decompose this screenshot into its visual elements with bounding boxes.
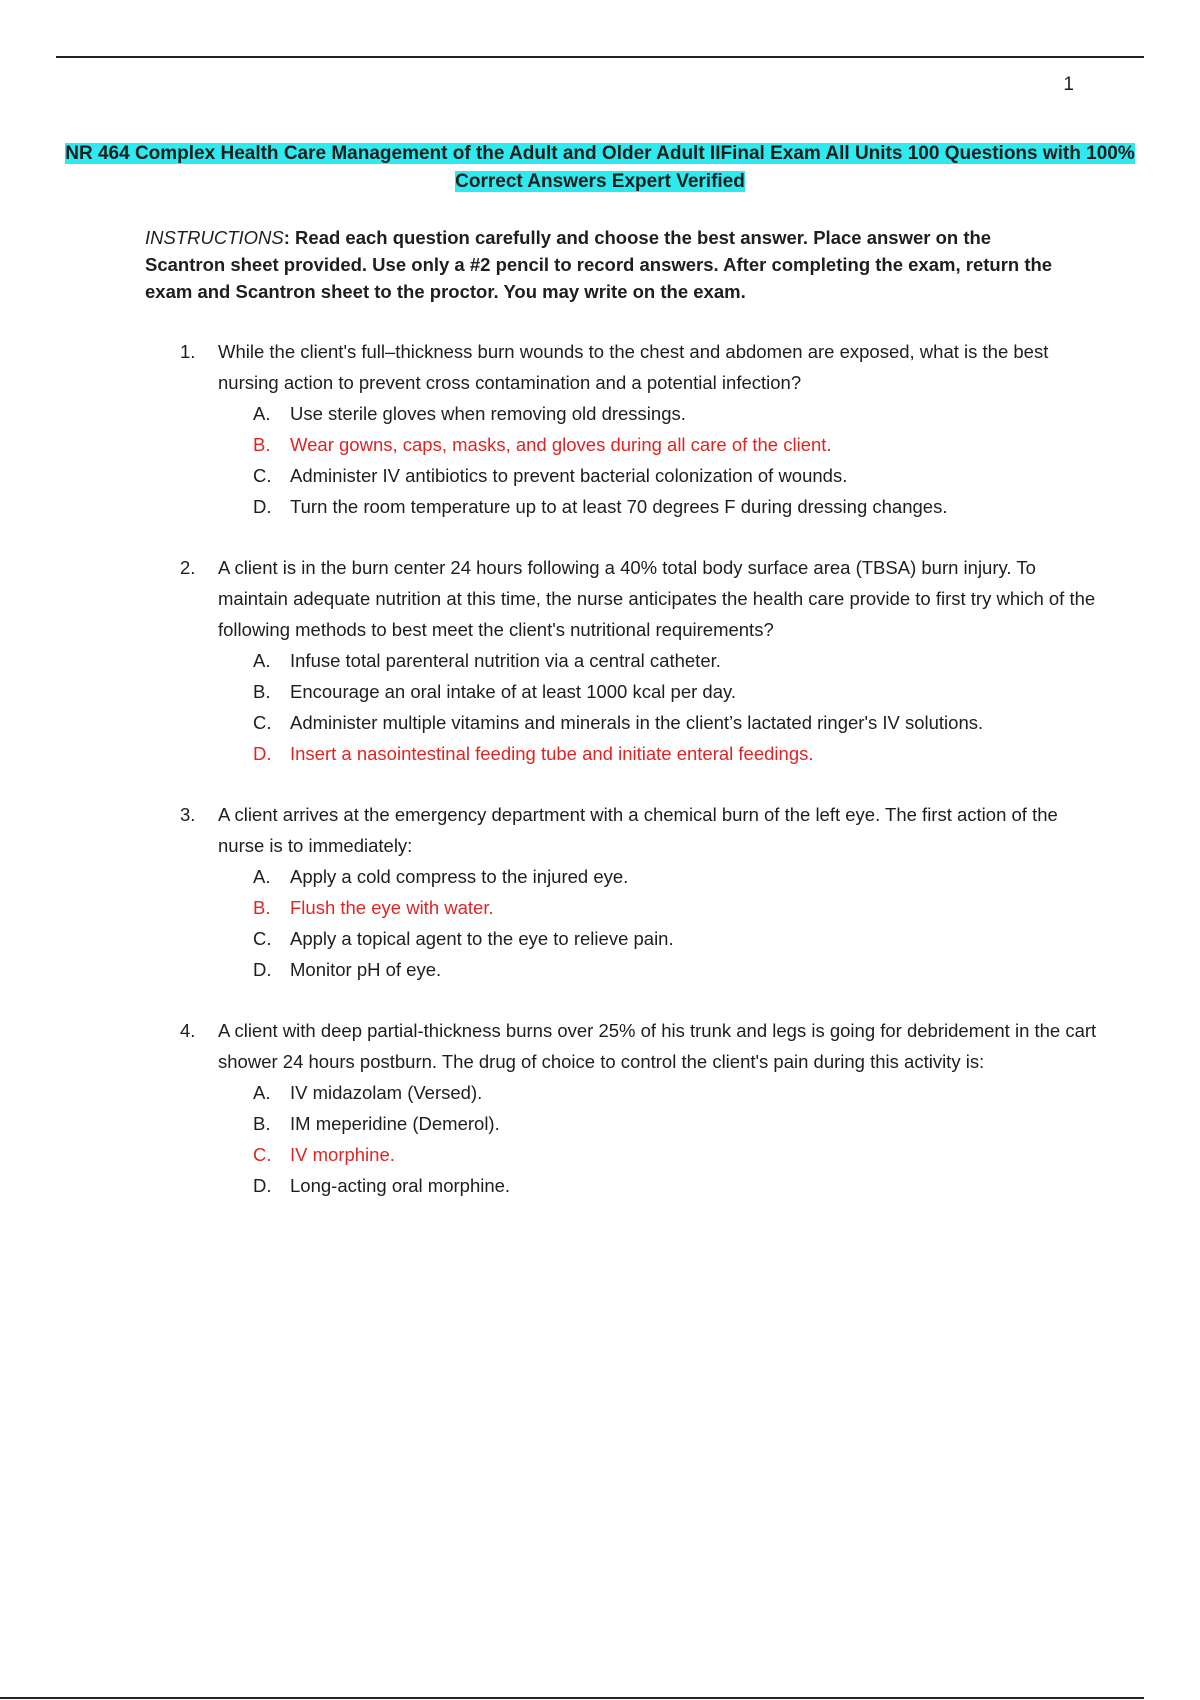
option-text: Apply a cold compress to the injured eye. bbox=[290, 866, 629, 887]
question-1 bbox=[180, 336, 1100, 522]
option-letter: C. bbox=[253, 712, 272, 733]
question-number: 4. bbox=[180, 1020, 196, 1041]
answer-option-b bbox=[253, 676, 1100, 707]
answer-option-d-correct bbox=[253, 738, 1100, 769]
answer-option-b bbox=[253, 1108, 1100, 1139]
question-text: A client arrives at the emergency department with a chemical burn of the left eye. The first action of the nurse is to immediately: bbox=[218, 804, 1058, 856]
answer-option-a bbox=[253, 645, 1100, 676]
option-text: Flush the eye with water. bbox=[290, 897, 494, 918]
answer-option-d bbox=[253, 954, 1100, 985]
option-letter: B. bbox=[253, 1113, 271, 1134]
option-text: Encourage an oral intake of at least 1000 kcal per day. bbox=[290, 681, 736, 702]
option-text: Insert a nasointestinal feeding tube and initiate enteral feedings. bbox=[290, 743, 814, 764]
option-text: IV morphine. bbox=[290, 1144, 395, 1165]
option-letter: D. bbox=[253, 496, 272, 517]
option-text: Long-acting oral morphine. bbox=[290, 1175, 511, 1196]
answer-option-c bbox=[253, 460, 1100, 491]
instructions-lead: INSTRUCTIONS bbox=[145, 227, 284, 248]
answer-option-a bbox=[253, 398, 1100, 429]
question-3 bbox=[180, 799, 1100, 985]
answer-options bbox=[180, 398, 1100, 522]
answer-option-d bbox=[253, 491, 1100, 522]
option-text: Administer IV antibiotics to prevent bacterial colonization of wounds. bbox=[290, 465, 848, 486]
option-letter: B. bbox=[253, 681, 271, 702]
option-letter: B. bbox=[253, 434, 271, 455]
option-letter: C. bbox=[253, 465, 272, 486]
question-text: While the client's full–thickness burn wounds to the chest and abdomen are exposed, what is the best nursing action to prevent cross contamination and a potential infection? bbox=[218, 341, 1049, 393]
answer-option-b-correct bbox=[253, 429, 1100, 460]
question-number: 2. bbox=[180, 557, 196, 578]
option-text: IM meperidine (Demerol). bbox=[290, 1113, 500, 1134]
option-text: Apply a topical agent to the eye to relieve pain. bbox=[290, 928, 674, 949]
question-2 bbox=[180, 552, 1100, 769]
option-letter: A. bbox=[253, 866, 271, 887]
option-letter: D. bbox=[253, 743, 272, 764]
question-stem bbox=[180, 1015, 1100, 1077]
question-stem bbox=[180, 552, 1100, 645]
instructions-body: : Read each question carefully and choose the best answer. Place answer on the Scantron sheet provided. Use only a #2 pencil to record answers. After completing the exam, return the exam and Scantron sheet to the proctor. You may write on the exam. bbox=[145, 227, 1053, 302]
answer-option-c-correct bbox=[253, 1139, 1100, 1170]
answer-options bbox=[180, 1077, 1100, 1201]
answer-option-b-correct bbox=[253, 892, 1100, 923]
question-4 bbox=[180, 1015, 1100, 1201]
option-letter: B. bbox=[253, 897, 271, 918]
option-letter: C. bbox=[253, 928, 272, 949]
answer-option-a bbox=[253, 1077, 1100, 1108]
answer-option-c bbox=[253, 923, 1100, 954]
question-text: A client is in the burn center 24 hours following a 40% total body surface area (TBSA) burn injury. To maintain adequate nutrition at this time, the nurse anticipates the health care provide to first try which of the following methods to best meet the client's nutritional requirements? bbox=[218, 557, 1096, 640]
question-stem bbox=[180, 336, 1100, 398]
option-text: Monitor pH of eye. bbox=[290, 959, 442, 980]
option-letter: D. bbox=[253, 959, 272, 980]
header-rule bbox=[56, 56, 1144, 58]
option-letter: C. bbox=[253, 1144, 272, 1165]
document-title bbox=[56, 140, 1144, 196]
option-text: Wear gowns, caps, masks, and gloves during all care of the client. bbox=[290, 434, 832, 455]
question-number: 1. bbox=[180, 341, 196, 362]
question-list bbox=[180, 336, 1100, 1231]
question-stem bbox=[180, 799, 1100, 861]
option-letter: A. bbox=[253, 650, 271, 671]
option-text: Use sterile gloves when removing old dressings. bbox=[290, 403, 686, 424]
option-letter: D. bbox=[253, 1175, 272, 1196]
document-title-text: NR 464 Complex Health Care Management of the Adult and Older Adult IIFinal Exam All Units 100 Questions with 100% Correct Answers Expert Verified bbox=[65, 143, 1135, 192]
answer-options bbox=[180, 861, 1100, 985]
instructions bbox=[145, 224, 1075, 305]
option-text: Infuse total parenteral nutrition via a central catheter. bbox=[290, 650, 721, 671]
option-text: Administer multiple vitamins and minerals in the client’s lactated ringer's IV solutions. bbox=[290, 712, 984, 733]
answer-option-d bbox=[253, 1170, 1100, 1201]
question-number: 3. bbox=[180, 804, 196, 825]
option-text: Turn the room temperature up to at least 70 degrees F during dressing changes. bbox=[290, 496, 948, 517]
answer-option-a bbox=[253, 861, 1100, 892]
question-text: A client with deep partial-thickness burns over 25% of his trunk and legs is going for debridement in the cart shower 24 hours postburn. The drug of choice to control the client's pain during this activity is: bbox=[218, 1020, 1097, 1072]
option-text: IV midazolam (Versed). bbox=[290, 1082, 483, 1103]
answer-option-c bbox=[253, 707, 1100, 738]
footer-rule bbox=[0, 1697, 1144, 1699]
option-letter: A. bbox=[253, 1082, 271, 1103]
page-number: 1 bbox=[1063, 74, 1074, 95]
answer-options bbox=[180, 645, 1100, 769]
option-letter: A. bbox=[253, 403, 271, 424]
